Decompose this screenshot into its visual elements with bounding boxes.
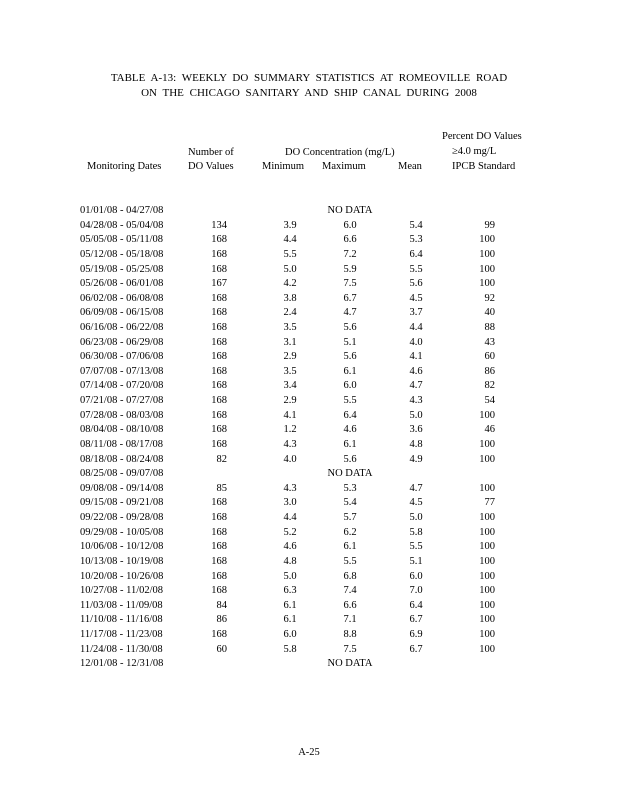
cell-maximum: 6.1 bbox=[343, 365, 357, 377]
cell-maximum: 5.6 bbox=[343, 351, 357, 363]
cell-number-of-values: 168 bbox=[211, 234, 227, 246]
cell-maximum: 4.6 bbox=[343, 424, 357, 436]
cell-percent-meeting-standard: 86 bbox=[484, 365, 495, 377]
cell-percent-meeting-standard: 100 bbox=[479, 512, 495, 523]
cell-number-of-values: 168 bbox=[211, 438, 227, 450]
cell-mean: 4.7 bbox=[409, 482, 423, 494]
cell-percent-meeting-standard: 100 bbox=[479, 614, 495, 626]
cell-mean: 6.7 bbox=[409, 614, 423, 626]
cell-dates: 05/19/08 - 05/25/08 bbox=[80, 263, 164, 275]
cell-minimum: 5.5 bbox=[283, 248, 297, 260]
cell-mean: 3.7 bbox=[409, 307, 423, 319]
cell-minimum: 3.9 bbox=[283, 219, 297, 231]
cell-dates: 09/08/08 - 09/14/08 bbox=[80, 482, 164, 494]
cell-number-of-values: 168 bbox=[211, 512, 227, 523]
cell-mean: 5.5 bbox=[409, 263, 423, 275]
cell-number-of-values: 168 bbox=[211, 541, 227, 553]
cell-percent-meeting-standard: 100 bbox=[479, 248, 495, 260]
cell-mean: 7.0 bbox=[409, 585, 423, 597]
cell-minimum: 4.3 bbox=[283, 482, 297, 494]
cell-minimum: 3.1 bbox=[283, 336, 297, 348]
cell-maximum: 7.1 bbox=[343, 614, 357, 626]
header-do-values: DO Values bbox=[188, 161, 234, 172]
cell-number-of-values: 168 bbox=[211, 497, 227, 509]
cell-mean: 4.9 bbox=[409, 453, 423, 465]
cell-number-of-values: 168 bbox=[211, 351, 227, 363]
cell-mean: 4.5 bbox=[409, 292, 423, 304]
cell-dates: 08/25/08 - 09/07/08 bbox=[80, 468, 164, 480]
cell-minimum: 6.0 bbox=[283, 629, 297, 640]
cell-dates: 07/28/08 - 08/03/08 bbox=[80, 409, 164, 421]
cell-minimum: 6.1 bbox=[283, 614, 297, 626]
cell-maximum: 5.1 bbox=[343, 336, 357, 348]
cell-percent-meeting-standard: 100 bbox=[479, 438, 495, 450]
cell-percent-meeting-standard: 100 bbox=[479, 585, 495, 597]
no-data-note: NO DATA bbox=[327, 468, 373, 480]
cell-number-of-values: 168 bbox=[211, 570, 227, 582]
cell-number-of-values: 82 bbox=[216, 453, 227, 465]
cell-percent-meeting-standard: 100 bbox=[479, 599, 495, 611]
cell-minimum: 3.8 bbox=[283, 292, 297, 304]
cell-mean: 4.8 bbox=[409, 438, 423, 450]
header-percent-do-values: Percent DO Values bbox=[442, 131, 522, 142]
cell-maximum: 6.4 bbox=[343, 409, 357, 421]
cell-minimum: 1.2 bbox=[283, 424, 297, 436]
cell-dates: 09/22/08 - 09/28/08 bbox=[80, 512, 164, 523]
cell-mean: 4.5 bbox=[409, 497, 423, 509]
cell-dates: 06/02/08 - 06/08/08 bbox=[80, 292, 164, 304]
cell-percent-meeting-standard: 100 bbox=[479, 555, 495, 567]
cell-number-of-values: 168 bbox=[211, 263, 227, 275]
cell-number-of-values: 168 bbox=[211, 424, 227, 436]
cell-dates: 06/23/08 - 06/29/08 bbox=[80, 336, 164, 348]
cell-dates: 06/30/08 - 07/06/08 bbox=[80, 351, 164, 363]
cell-minimum: 5.8 bbox=[283, 643, 297, 655]
cell-percent-meeting-standard: 100 bbox=[479, 453, 495, 465]
cell-percent-meeting-standard: 82 bbox=[484, 380, 495, 392]
cell-maximum: 6.0 bbox=[343, 380, 357, 392]
cell-maximum: 7.5 bbox=[343, 643, 357, 655]
cell-percent-meeting-standard: 54 bbox=[484, 395, 495, 407]
cell-percent-meeting-standard: 40 bbox=[484, 307, 495, 319]
cell-mean: 5.5 bbox=[409, 541, 423, 553]
cell-mean: 6.4 bbox=[409, 599, 423, 611]
cell-dates: 10/06/08 - 10/12/08 bbox=[80, 541, 164, 553]
cell-number-of-values: 168 bbox=[211, 409, 227, 421]
cell-percent-meeting-standard: 43 bbox=[484, 336, 495, 348]
cell-maximum: 5.4 bbox=[343, 497, 357, 509]
cell-minimum: 6.3 bbox=[283, 585, 297, 597]
cell-mean: 6.9 bbox=[409, 629, 423, 640]
cell-number-of-values: 84 bbox=[216, 599, 227, 611]
header-ipcb-standard: IPCB Standard bbox=[452, 161, 516, 172]
cell-number-of-values: 168 bbox=[211, 380, 227, 392]
cell-minimum: 3.5 bbox=[283, 322, 297, 333]
cell-dates: 11/03/08 - 11/09/08 bbox=[80, 599, 163, 611]
no-data-note: NO DATA bbox=[327, 205, 373, 216]
cell-number-of-values: 168 bbox=[211, 322, 227, 333]
cell-maximum: 6.8 bbox=[343, 570, 357, 582]
cell-mean: 5.3 bbox=[409, 234, 423, 246]
cell-mean: 4.4 bbox=[409, 322, 423, 333]
header-maximum: Maximum bbox=[322, 161, 366, 172]
cell-minimum: 3.5 bbox=[283, 365, 297, 377]
cell-minimum: 4.3 bbox=[283, 438, 297, 450]
cell-maximum: 7.5 bbox=[343, 278, 357, 290]
cell-percent-meeting-standard: 100 bbox=[479, 526, 495, 538]
header-do-concentration: DO Concentration (mg/L) bbox=[285, 147, 395, 158]
cell-maximum: 6.6 bbox=[343, 234, 357, 246]
cell-mean: 6.7 bbox=[409, 643, 423, 655]
cell-minimum: 3.0 bbox=[283, 497, 297, 509]
header-monitoring-dates: Monitoring Dates bbox=[87, 161, 162, 172]
cell-maximum: 6.0 bbox=[343, 219, 357, 231]
cell-minimum: 4.0 bbox=[283, 453, 297, 465]
header-number-of: Number of bbox=[188, 147, 234, 158]
header-minimum: Minimum bbox=[262, 161, 305, 172]
cell-minimum: 4.8 bbox=[283, 555, 297, 567]
cell-number-of-values: 85 bbox=[216, 482, 227, 494]
cell-dates: 10/20/08 - 10/26/08 bbox=[80, 570, 164, 582]
cell-percent-meeting-standard: 100 bbox=[479, 629, 495, 640]
cell-percent-meeting-standard: 88 bbox=[484, 322, 495, 333]
cell-percent-meeting-standard: 100 bbox=[479, 409, 495, 421]
cell-dates: 10/27/08 - 11/02/08 bbox=[80, 585, 164, 597]
cell-minimum: 4.1 bbox=[283, 409, 297, 421]
cell-mean: 3.6 bbox=[409, 424, 423, 436]
cell-number-of-values: 60 bbox=[216, 643, 227, 655]
cell-mean: 5.8 bbox=[409, 526, 423, 538]
cell-dates: 07/07/08 - 07/13/08 bbox=[80, 365, 164, 377]
cell-percent-meeting-standard: 99 bbox=[484, 219, 495, 231]
cell-minimum: 5.2 bbox=[283, 526, 297, 538]
cell-number-of-values: 168 bbox=[211, 292, 227, 304]
cell-mean: 5.0 bbox=[409, 409, 423, 421]
cell-mean: 4.1 bbox=[409, 351, 423, 363]
table-title-line-1: TABLE A-13: WEEKLY DO SUMMARY STATISTICS AT ROMEOVILLE ROAD bbox=[110, 72, 508, 84]
cell-percent-meeting-standard: 77 bbox=[484, 497, 495, 509]
cell-dates: 12/01/08 - 12/31/08 bbox=[80, 658, 164, 670]
cell-number-of-values: 168 bbox=[211, 307, 227, 319]
cell-mean: 5.4 bbox=[409, 219, 423, 231]
cell-dates: 11/24/08 - 11/30/08 bbox=[80, 643, 163, 655]
cell-mean: 5.6 bbox=[409, 278, 423, 290]
cell-dates: 05/05/08 - 05/11/08 bbox=[80, 234, 164, 246]
cell-percent-meeting-standard: 46 bbox=[484, 424, 495, 436]
cell-maximum: 6.6 bbox=[343, 599, 357, 611]
cell-number-of-values: 168 bbox=[211, 395, 227, 407]
cell-maximum: 8.8 bbox=[343, 629, 357, 640]
cell-percent-meeting-standard: 100 bbox=[479, 541, 495, 553]
cell-minimum: 4.2 bbox=[283, 278, 297, 290]
cell-percent-meeting-standard: 100 bbox=[479, 263, 495, 275]
cell-minimum: 3.4 bbox=[283, 380, 297, 392]
cell-percent-meeting-standard: 100 bbox=[479, 570, 495, 582]
cell-mean: 6.4 bbox=[409, 248, 423, 260]
cell-maximum: 5.5 bbox=[343, 555, 357, 567]
cell-percent-meeting-standard: 100 bbox=[479, 482, 495, 494]
cell-percent-meeting-standard: 60 bbox=[484, 351, 495, 363]
cell-dates: 07/21/08 - 07/27/08 bbox=[80, 395, 164, 407]
cell-maximum: 5.9 bbox=[343, 263, 357, 275]
cell-dates: 11/17/08 - 11/23/08 bbox=[80, 629, 163, 640]
cell-mean: 4.3 bbox=[409, 395, 423, 407]
cell-minimum: 4.4 bbox=[283, 512, 297, 523]
page-number: A-25 bbox=[298, 747, 320, 758]
cell-number-of-values: 167 bbox=[211, 278, 227, 290]
cell-maximum: 5.7 bbox=[343, 512, 357, 523]
cell-maximum: 7.4 bbox=[343, 585, 357, 597]
cell-dates: 07/14/08 - 07/20/08 bbox=[80, 380, 164, 392]
cell-dates: 08/18/08 - 08/24/08 bbox=[80, 453, 164, 465]
cell-dates: 06/16/08 - 06/22/08 bbox=[80, 322, 164, 333]
table-title-line-2: ON THE CHICAGO SANITARY AND SHIP CANAL DURING 2008 bbox=[141, 87, 477, 99]
no-data-note: NO DATA bbox=[327, 658, 373, 670]
cell-number-of-values: 168 bbox=[211, 585, 227, 597]
cell-dates: 08/04/08 - 08/10/08 bbox=[80, 424, 164, 436]
cell-maximum: 5.6 bbox=[343, 453, 357, 465]
header-threshold: ≥4.0 mg/L bbox=[452, 146, 497, 157]
cell-dates: 04/28/08 - 05/04/08 bbox=[80, 219, 164, 231]
cell-dates: 10/13/08 - 10/19/08 bbox=[80, 555, 164, 567]
cell-maximum: 5.5 bbox=[343, 395, 357, 407]
cell-number-of-values: 168 bbox=[211, 336, 227, 348]
cell-maximum: 4.7 bbox=[343, 307, 357, 319]
cell-number-of-values: 168 bbox=[211, 555, 227, 567]
cell-maximum: 6.7 bbox=[343, 292, 357, 304]
cell-minimum: 2.9 bbox=[283, 351, 297, 363]
cell-dates: 09/29/08 - 10/05/08 bbox=[80, 526, 164, 538]
cell-maximum: 7.2 bbox=[343, 248, 357, 260]
cell-number-of-values: 134 bbox=[211, 219, 227, 231]
cell-mean: 4.7 bbox=[409, 380, 423, 392]
cell-dates: 05/26/08 - 06/01/08 bbox=[80, 278, 164, 290]
cell-maximum: 6.2 bbox=[343, 526, 357, 538]
cell-maximum: 6.1 bbox=[343, 541, 357, 553]
cell-minimum: 6.1 bbox=[283, 599, 297, 611]
cell-minimum: 5.0 bbox=[283, 263, 297, 275]
cell-minimum: 4.4 bbox=[283, 234, 297, 246]
cell-minimum: 5.0 bbox=[283, 570, 297, 582]
cell-dates: 08/11/08 - 08/17/08 bbox=[80, 438, 164, 450]
cell-dates: 05/12/08 - 05/18/08 bbox=[80, 248, 164, 260]
cell-number-of-values: 168 bbox=[211, 629, 227, 640]
cell-mean: 4.0 bbox=[409, 336, 423, 348]
cell-maximum: 5.3 bbox=[343, 482, 357, 494]
cell-percent-meeting-standard: 92 bbox=[484, 292, 495, 304]
cell-minimum: 2.4 bbox=[283, 307, 297, 319]
cell-percent-meeting-standard: 100 bbox=[479, 234, 495, 246]
cell-maximum: 6.1 bbox=[343, 438, 357, 450]
header-mean: Mean bbox=[398, 161, 422, 172]
cell-maximum: 5.6 bbox=[343, 322, 357, 333]
cell-number-of-values: 168 bbox=[211, 526, 227, 538]
cell-mean: 4.6 bbox=[409, 365, 423, 377]
cell-minimum: 4.6 bbox=[283, 541, 297, 553]
cell-number-of-values: 168 bbox=[211, 365, 227, 377]
cell-number-of-values: 86 bbox=[216, 614, 227, 626]
cell-dates: 09/15/08 - 09/21/08 bbox=[80, 497, 164, 509]
cell-mean: 5.1 bbox=[409, 555, 423, 567]
cell-mean: 5.0 bbox=[409, 512, 423, 523]
cell-dates: 01/01/08 - 04/27/08 bbox=[80, 205, 164, 216]
cell-number-of-values: 168 bbox=[211, 248, 227, 260]
cell-dates: 11/10/08 - 11/16/08 bbox=[80, 614, 163, 626]
cell-dates: 06/09/08 - 06/15/08 bbox=[80, 307, 164, 319]
cell-minimum: 2.9 bbox=[283, 395, 297, 407]
cell-percent-meeting-standard: 100 bbox=[479, 643, 495, 655]
cell-percent-meeting-standard: 100 bbox=[479, 278, 495, 290]
cell-mean: 6.0 bbox=[409, 570, 423, 582]
